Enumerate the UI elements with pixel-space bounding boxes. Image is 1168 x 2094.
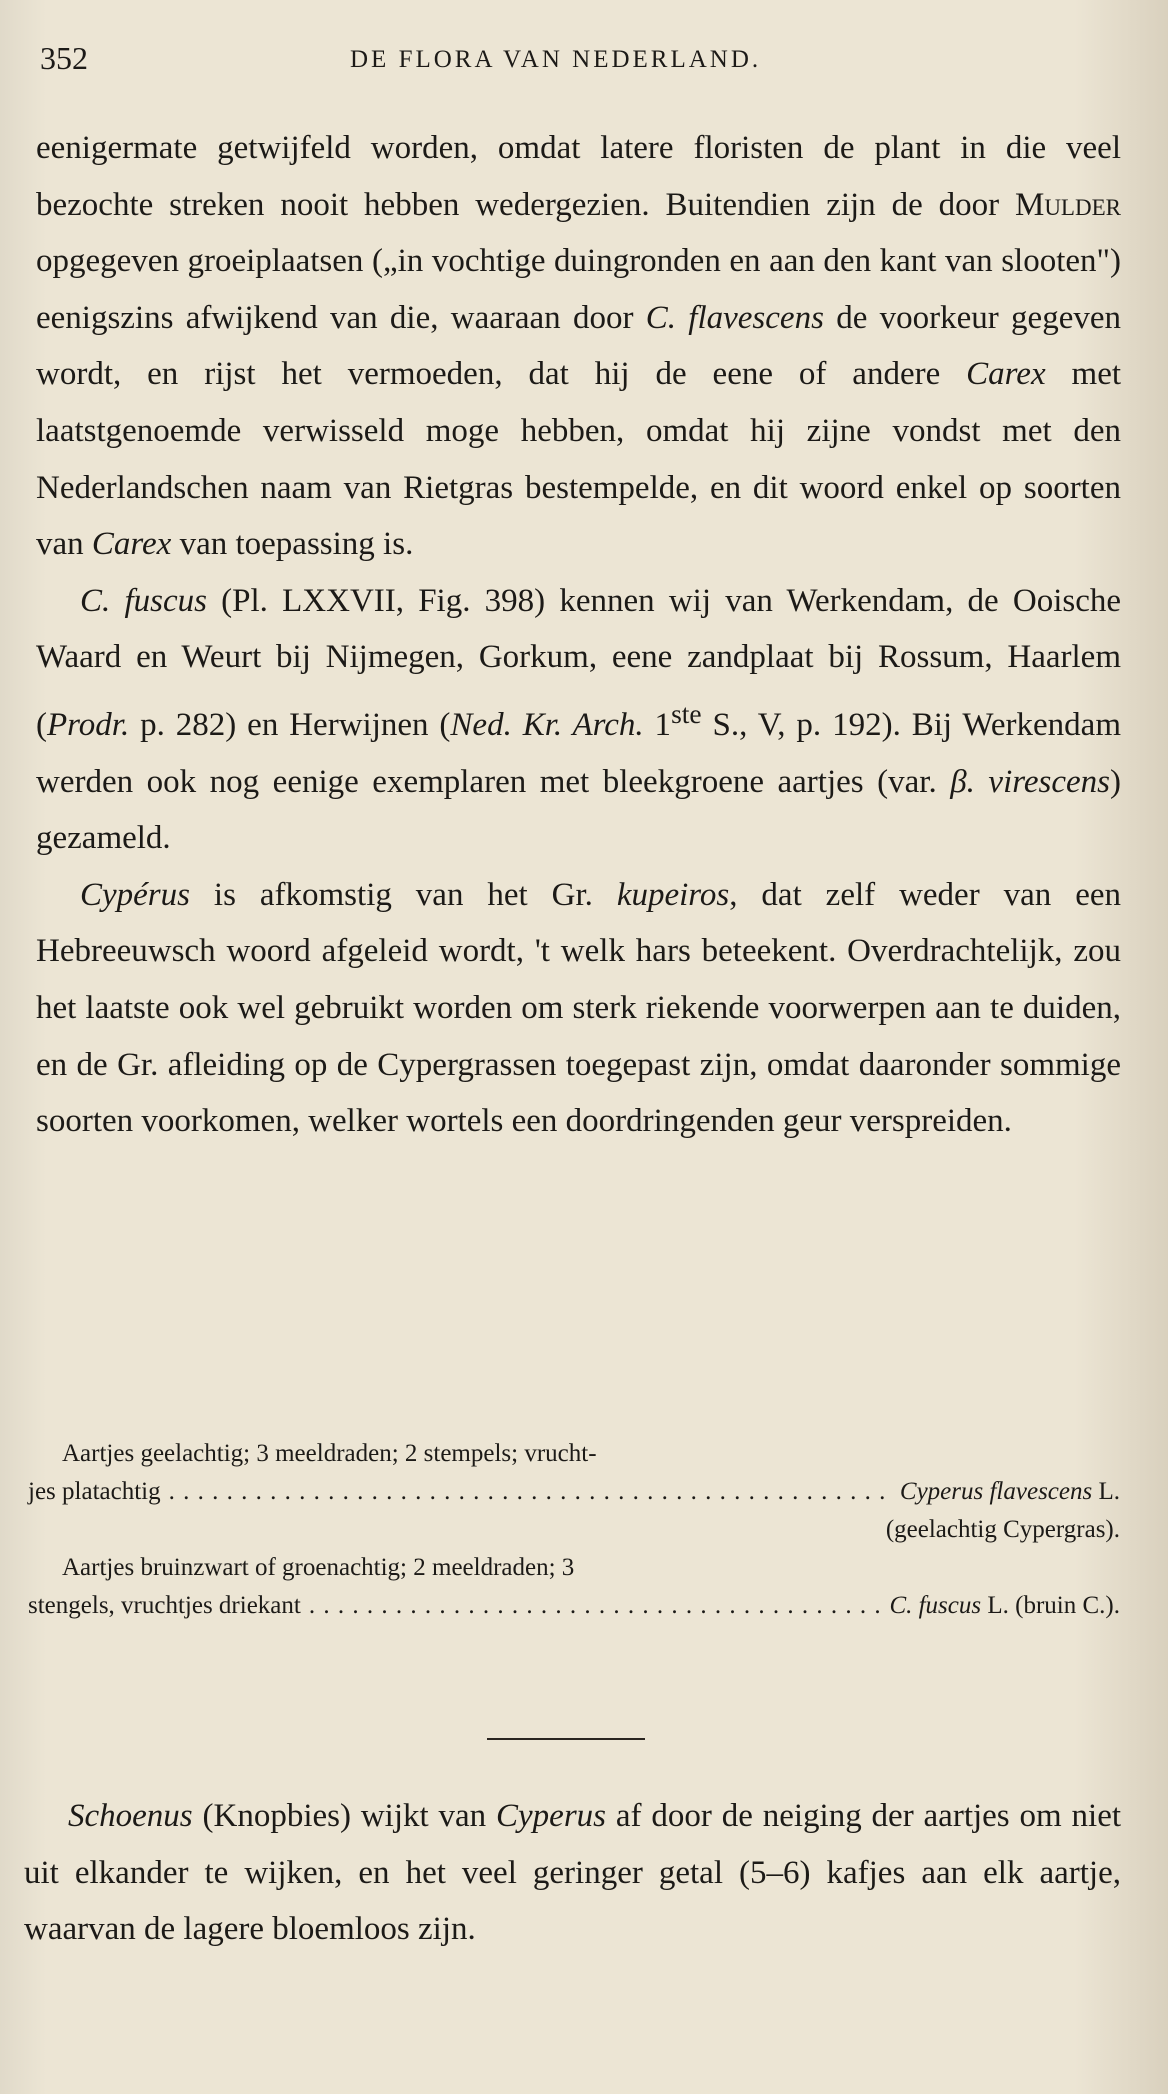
- closing-text: [24, 1788, 1121, 1958]
- page-header: [40, 40, 1120, 80]
- key-taxon-author: L. (bruin C.).: [981, 1592, 1120, 1619]
- text-segment: eenigermate getwijfeld worden, omdat latere floristen de plant in die veel bezochte streken nooit hebben wedergezien. Buitendien zijn de door: [36, 130, 1121, 223]
- citation-title: Prodr.: [47, 706, 130, 743]
- body-text: [36, 120, 1121, 1150]
- paragraph-fuscus: [36, 573, 1121, 867]
- key-taxon: [889, 1587, 1120, 1625]
- taxon-name: Cypérus: [80, 876, 190, 913]
- key-taxon-name: C. fuscus: [889, 1592, 982, 1619]
- text-segment: met laatstgenoemde verwisseld moge hebben, omdat hij zijne vondst met den Nederlandschen naam van Rietgras bestempelde, en dit woord enkel op soorten van: [36, 356, 1122, 563]
- taxon-name: Carex: [966, 356, 1046, 393]
- text-segment: S., V, p. 192). Bij Werkendam werden ook nog eenige exemplaren met bleekgroene aartjes (var.: [36, 706, 1121, 800]
- text-segment: 1: [643, 706, 672, 743]
- text-segment: opgegeven groeiplaatsen („in vochtige duingronden en aan den kant van slooten") eenigszins afwijkend van die, waaraan door: [36, 243, 1121, 336]
- key-entry-2-line-2: [28, 1587, 1120, 1625]
- text-segment: p. 282) en Herwijnen (: [129, 706, 451, 743]
- taxon-name: β. virescens: [950, 763, 1110, 800]
- taxon-name: C. flavescens: [645, 299, 824, 336]
- text-segment: van toepassing is.: [171, 526, 414, 563]
- taxon-name: Carex: [91, 526, 172, 563]
- taxon-name: Cyperus: [496, 1798, 607, 1834]
- paragraph-etymology: [36, 867, 1121, 1150]
- text-segment: (Pl. LXXVII, Fig. 398) kennen wij van Werkendam, de Ooische Waard en Weurt bij Nijmegen, Gorkum, eene zandplaat bij Rossum, Haarlem (: [36, 582, 1121, 743]
- taxon-name: C. fuscus: [80, 582, 207, 619]
- key-taxon-author: L.: [1092, 1478, 1120, 1505]
- citation-title: Ned. Kr. Arch.: [450, 706, 644, 743]
- identification-key: [28, 1435, 1120, 1625]
- taxon-name: Schoenus: [68, 1798, 193, 1834]
- page-number: 352: [40, 40, 88, 76]
- dot-leader: [169, 1473, 892, 1511]
- superscript: ste: [671, 697, 702, 729]
- key-description: stengels, vruchtjes driekant: [28, 1592, 301, 1619]
- author-name-mulder: Mulder: [1014, 186, 1121, 223]
- text-segment: is afkomstig van het Gr.: [190, 876, 617, 913]
- key-entry-1-line-3: [28, 1511, 1120, 1549]
- section-divider: [487, 1738, 645, 1740]
- paragraph-mulder: [36, 120, 1121, 573]
- key-description: Aartjes geelachtig; 3 meeldraden; 2 stempels; vrucht-: [62, 1440, 597, 1467]
- text-segment: (Knopbies) wijkt van: [192, 1798, 497, 1834]
- running-head: DE FLORA VAN NEDERLAND.: [350, 46, 762, 73]
- key-taxon: [900, 1473, 1120, 1511]
- key-entry-2-line-1: [28, 1549, 1120, 1587]
- key-taxon-name: Cyperus flavescens: [899, 1478, 1093, 1505]
- text-segment: ) gezameld.: [36, 763, 1121, 857]
- key-entry-1-line-2: [28, 1473, 1120, 1511]
- paragraph-schoenus: [24, 1788, 1121, 1958]
- greek-word: kupeiros: [616, 876, 730, 913]
- key-entry-1-line-1: [28, 1435, 1120, 1473]
- dot-leader: [309, 1587, 882, 1625]
- text-segment: af door de neiging der aartjes om niet uit elkander te wijken, en het veel geringer getal (5–6) kafjes aan elk aartje, waarvan de lagere bloemloos zijn.: [24, 1798, 1122, 1948]
- text-segment: , dat zelf weder van een Hebreeuwsch woord afgeleid wordt, 't welk hars beteekent. Overdrachtelijk, zou het laatste ook wel gebruikt worden om sterk riekende voorwerpen aan te duiden, en de Gr. afleiding op de Cypergrassen toegepast zijn, omdat daaronder sommige soorten voorkomen, welker wortels een doordringenden geur verspreiden.: [36, 876, 1121, 1140]
- key-description: jes platachtig: [28, 1478, 161, 1505]
- key-description: Aartjes bruinzwart of groenachtig; 2 meeldraden; 3: [62, 1554, 575, 1581]
- text-segment: de voorkeur gegeven wordt, en rijst het vermoeden, dat hij de eene of andere: [36, 299, 1121, 393]
- key-common-name: (geelachtig Cypergras).: [885, 1516, 1120, 1543]
